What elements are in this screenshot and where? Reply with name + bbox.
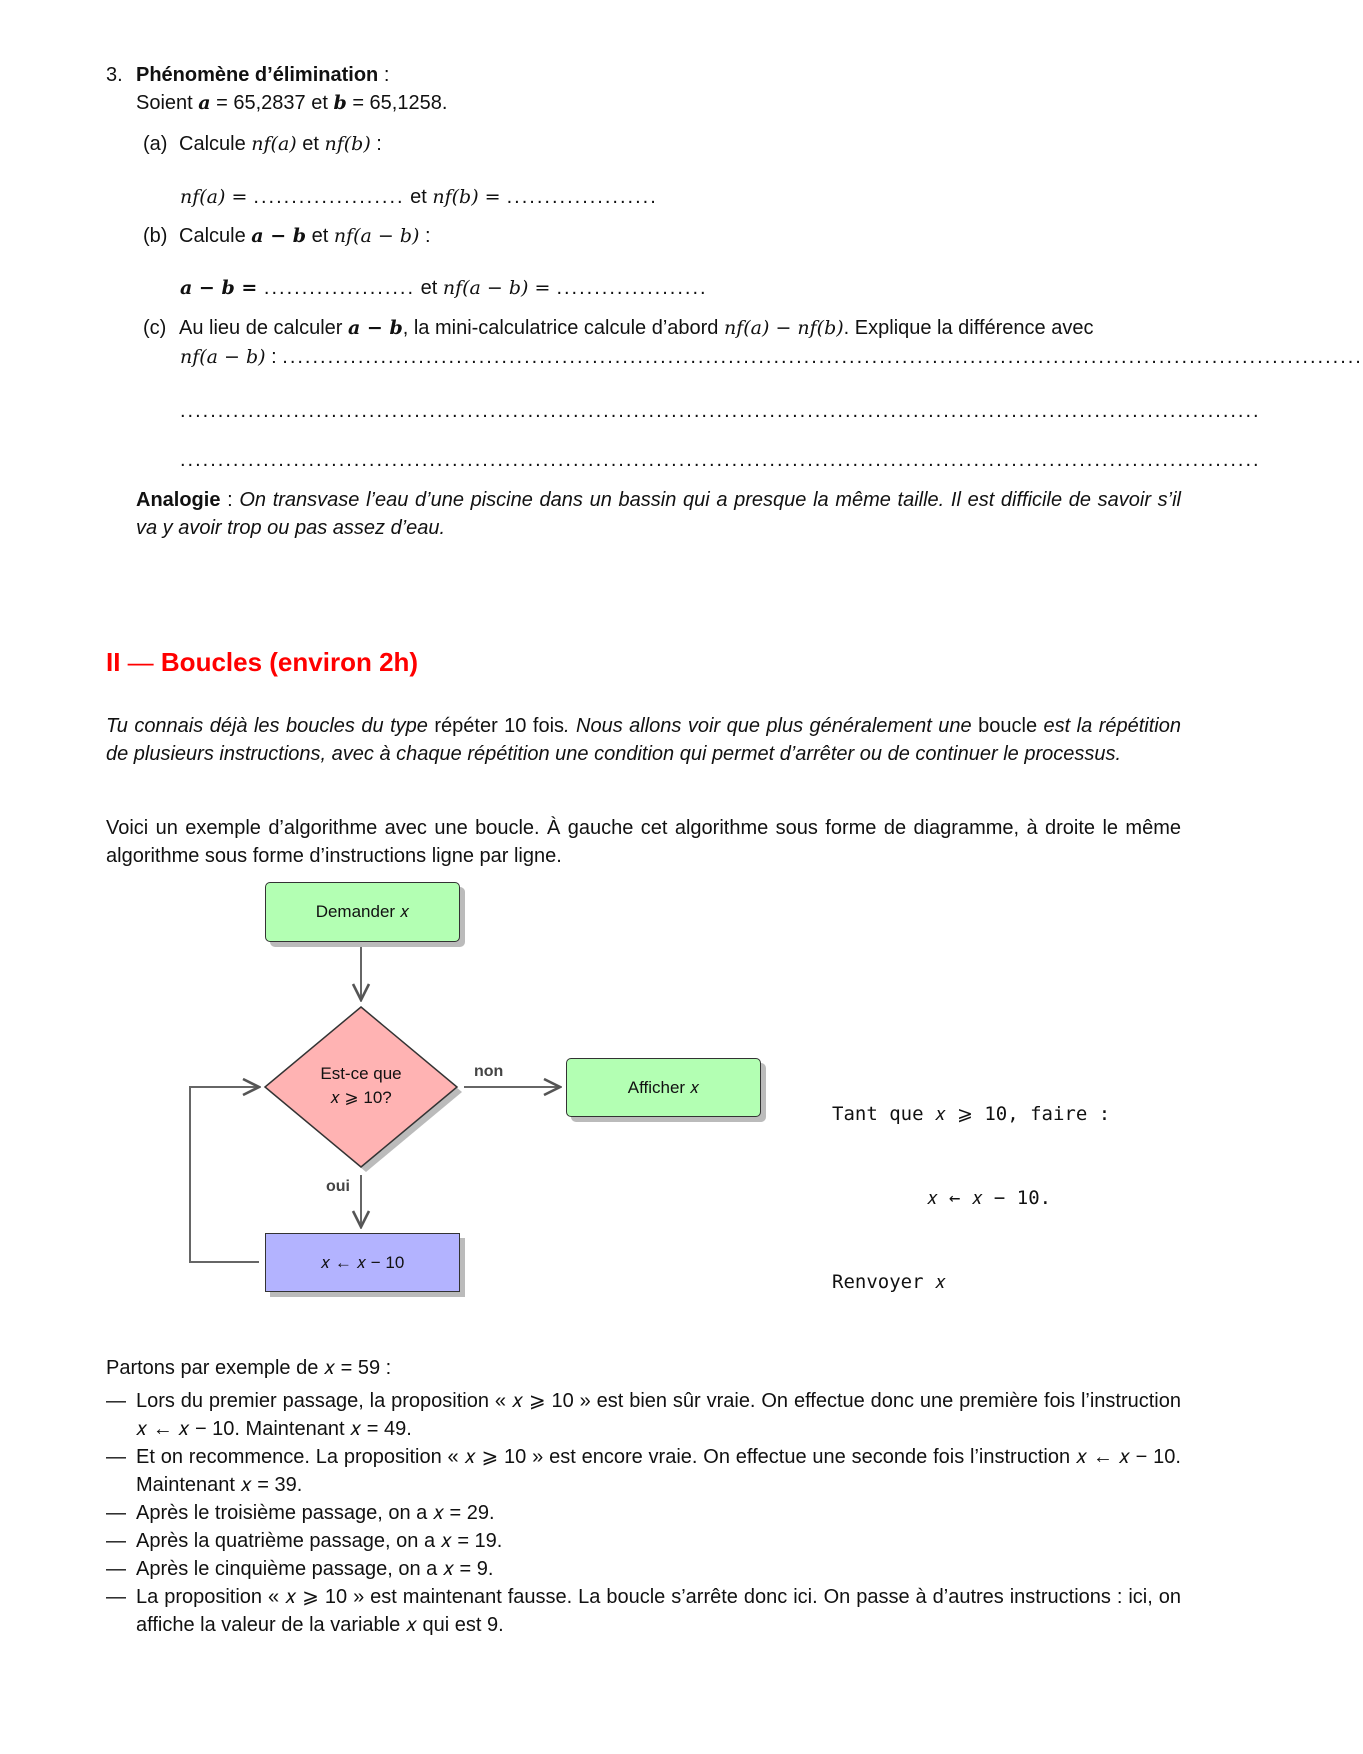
answer-blank-nfamb[interactable]: .................... [556,277,708,299]
text: et [296,133,325,155]
list-item [106,1583,1181,1639]
arrow-loop-back [190,1087,259,1262]
text: . Explique la différence avec [843,317,1094,339]
answer-blank-amb[interactable]: .................... [263,277,416,299]
math: nf(b) = [432,186,507,208]
section-dash: — [120,647,161,677]
output-box: Afficher 𝑥 [566,1058,761,1117]
walkthrough-intro: Partons par exemple de 𝑥 = 59 : [106,1357,392,1379]
list-item-text: Après le cinquième passage, on a 𝑥 = 9. [136,1558,494,1580]
bullet-dash: — [106,1530,126,1552]
text: = 65,1258. [346,92,448,114]
bullet-dash: — [106,1558,126,1580]
text: et [415,277,443,299]
answer-blank[interactable]: ............................................................................................................................................... [282,346,1363,368]
text: : [370,133,382,155]
update-box: 𝑥 ← 𝑥 − 10 [265,1233,460,1292]
part-label: (b) [143,225,168,247]
answer-blank-nfb[interactable]: .................... [506,186,658,208]
text: Tu connais déjà les boucles du type [106,715,435,737]
list-item [106,1555,1181,1583]
math: nf(a) [251,133,297,155]
math: a − b = [180,277,264,299]
analogie-text: On transvase l’eau d’une piscine dans un bassin qui a presque la même taille. Il est difficile de savoir s’il va y avoir trop ou pas assez d’eau. [136,489,1181,539]
text: boucle [978,715,1038,737]
analogie-label: Analogie [136,489,221,511]
math: a − b [251,225,307,247]
list-item-text: Après la quatrième passage, on a 𝑥 = 19. [136,1530,503,1552]
list-item-text: Et on recommence. La proposition « 𝑥 ⩾ 10 » est encore vraie. On effectue une seconde fois l’instruction 𝑥 ← 𝑥 − 10. Maintenant 𝑥 = 39. [136,1446,1181,1496]
text: Calcule [179,225,252,247]
list-item-text: La proposition « 𝑥 ⩾ 10 » est maintenant fausse. La boucle s’arrête donc ici. On passe à d’autres instructions : ici, on affiche la valeur de la variable 𝑥 qui est 9. [136,1586,1181,1636]
list-item-text: Lors du premier passage, la proposition « 𝑥 ⩾ 10 » est bien sûr vraie. On effectue donc une première fois l’instruction 𝑥 ← 𝑥 − 10. Maintenant 𝑥 = 49. [136,1390,1181,1440]
text: Au lieu de calculer [179,317,348,339]
math: nf(a − b) = [442,277,557,299]
question-title: Phénomène d’élimination [136,64,379,86]
text: , la mini-calculatrice calcule d’abord [402,317,724,339]
text: : [419,225,431,247]
bullet-dash: — [106,1586,126,1608]
part-label: (a) [143,133,168,155]
question-number: 3. [106,64,123,86]
math: nf(a) = [180,186,254,208]
var-b: b [333,92,347,114]
text: : [265,346,283,368]
text: = 65,2837 et [210,92,334,114]
code-line: 𝑥 ← 𝑥 − 10. [927,1187,1052,1209]
part-c-answer-line-2[interactable]: ............................................................................................................................................... [180,400,1261,422]
text: répéter 10 fois [434,715,565,737]
math: nf(a) − nf(b) [723,317,844,339]
var-a: a [198,92,211,114]
part-label: (c) [143,317,167,339]
text: Calcule [179,133,252,155]
text: : [220,489,240,511]
pseudocode [832,1044,1110,1324]
math: nf(a − b) [333,225,420,247]
text: et [306,225,334,247]
text: et [404,186,433,208]
text: est la répétition de plusieurs instructions, avec à chaque répétition une condition qui permet d’arrêter ou de continuer le processus. [106,715,1181,765]
input-box: Demander 𝑥 [265,882,460,942]
math: a − b [347,317,403,339]
list-item [106,1499,1181,1527]
walkthrough-list [106,1387,1181,1639]
part-c-answer-line-3[interactable]: ............................................................................................................................................... [180,449,1261,471]
decision-label [285,1062,437,1110]
decision-line-1: Est-ce que [320,1064,402,1083]
math: nf(b) [324,133,371,155]
example-paragraph: Voici un exemple d’algorithme avec une boucle. À gauche cet algorithme sous forme de diagramme, à droite le même algorithme sous forme d’instructions ligne par ligne. [106,817,1181,867]
bullet-dash: — [106,1390,126,1412]
math: nf(a − b) [180,346,266,368]
code-line: Tant que 𝑥 ⩾ 10, faire : [832,1103,1111,1125]
section-number: II [106,647,121,677]
no-label: non [474,1063,504,1080]
text: Soient [136,92,199,114]
bullet-dash: — [106,1446,126,1468]
list-item [106,1387,1181,1443]
text: . Nous allons voir que plus généralement une [564,715,979,737]
code-line: Renvoyer 𝑥 [832,1271,946,1293]
list-item [106,1443,1181,1499]
decision-line-2: 𝑥 ⩾ 10? [330,1088,392,1107]
section-title-text: Boucles (environ 2h) [160,647,419,677]
list-item [106,1527,1181,1555]
yes-label: oui [326,1178,350,1195]
bullet-dash: — [106,1502,126,1524]
answer-blank-nfa[interactable]: .................... [253,186,405,208]
list-item-text: Après le troisième passage, on a 𝑥 = 29. [136,1502,495,1524]
colon: : [378,64,390,86]
